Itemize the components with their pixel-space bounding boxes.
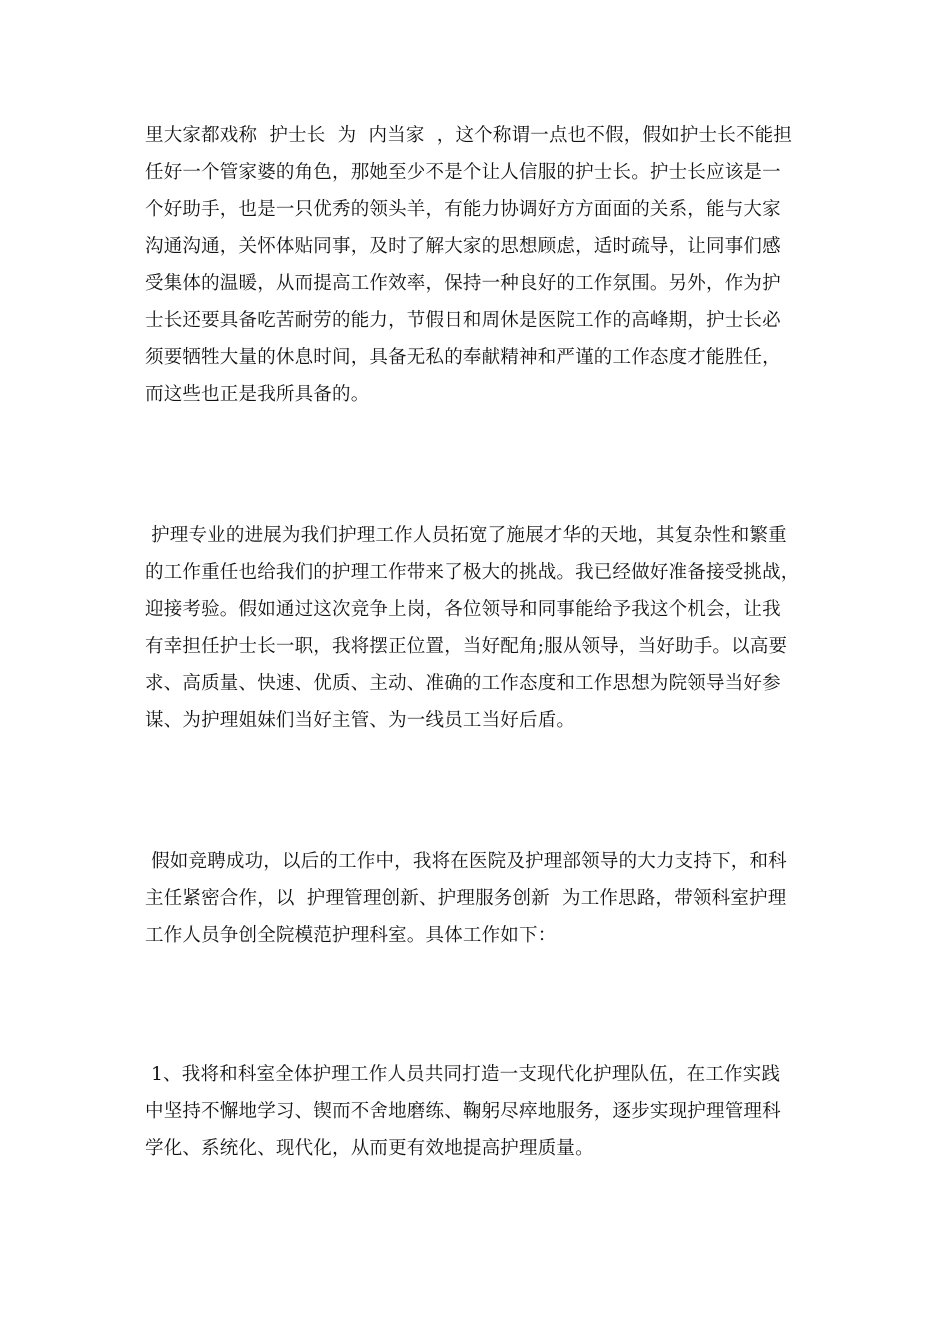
text-line: 而这些也正是我所具备的。 xyxy=(145,384,370,405)
text-line: 有幸担任护士长一职，我将摆正位置，当好配角;服从领导，当好助手。以高要 xyxy=(145,636,788,657)
text-line: 的工作重任也给我们的护理工作带来了极大的挑战。我已经做好准备接受挑战， xyxy=(145,562,800,583)
text-line: 1、我将和科室全体护理工作人员共同打造一支现代化护理队伍，在工作实践 xyxy=(145,1064,781,1085)
text-line: 中坚持不懈地学习、锲而不舍地磨练、鞠躬尽瘁地服务，逐步实现护理管理科 xyxy=(145,1101,781,1122)
text-line: 沟通沟通，关怀体贴同事，及时了解大家的思想顾虑，适时疏导，让同事们感 xyxy=(145,236,781,257)
text-line: 谋、为护理姐妹们当好主管、为一线员工当好后盾。 xyxy=(145,710,576,731)
text-line: 工作人员争创全院模范护理科室。具体工作如下： xyxy=(145,925,557,946)
text-line: 个好助手，也是一只优秀的领头羊，有能力协调好方方面面的关系，能与大家 xyxy=(145,199,781,220)
text-line: 受集体的温暖，从而提高工作效率，保持一种良好的工作氛围。另外，作为护 xyxy=(145,273,781,294)
text-line: 须要牺牲大量的休息时间，具备无私的奉献精神和严谨的工作态度才能胜任， xyxy=(145,347,781,368)
text-line: 护理专业的进展为我们护理工作人员拓宽了施展才华的天地，其复杂性和繁重 xyxy=(145,525,787,546)
text-line: 主任紧密合作，以 护理管理创新、护理服务创新 为工作思路，带领科室护理 xyxy=(145,888,787,909)
text-line: 迎接考验。假如通过这次竞争上岗，各位领导和同事能给予我这个机会，让我 xyxy=(145,599,781,620)
text-line: 任好一个管家婆的角色，那她至少不是个让人信服的护士长。护士长应该是一 xyxy=(145,162,781,183)
text-line: 学化、系统化、现代化，从而更有效地提高护理质量。 xyxy=(145,1138,594,1159)
text-line: 里大家都戏称 护士长 为 内当家 ，这个称谓一点也不假，假如护士长不能担 xyxy=(145,125,793,146)
text-line: 士长还要具备吃苦耐劳的能力，节假日和周休是医院工作的高峰期，护士长必 xyxy=(145,310,781,331)
text-line: 假如竞聘成功，以后的工作中，我将在医院及护理部领导的大力支持下，和科 xyxy=(145,851,787,872)
text-line: 求、高质量、快速、优质、主动、准确的工作态度和工作思想为院领导当好参 xyxy=(145,673,781,694)
